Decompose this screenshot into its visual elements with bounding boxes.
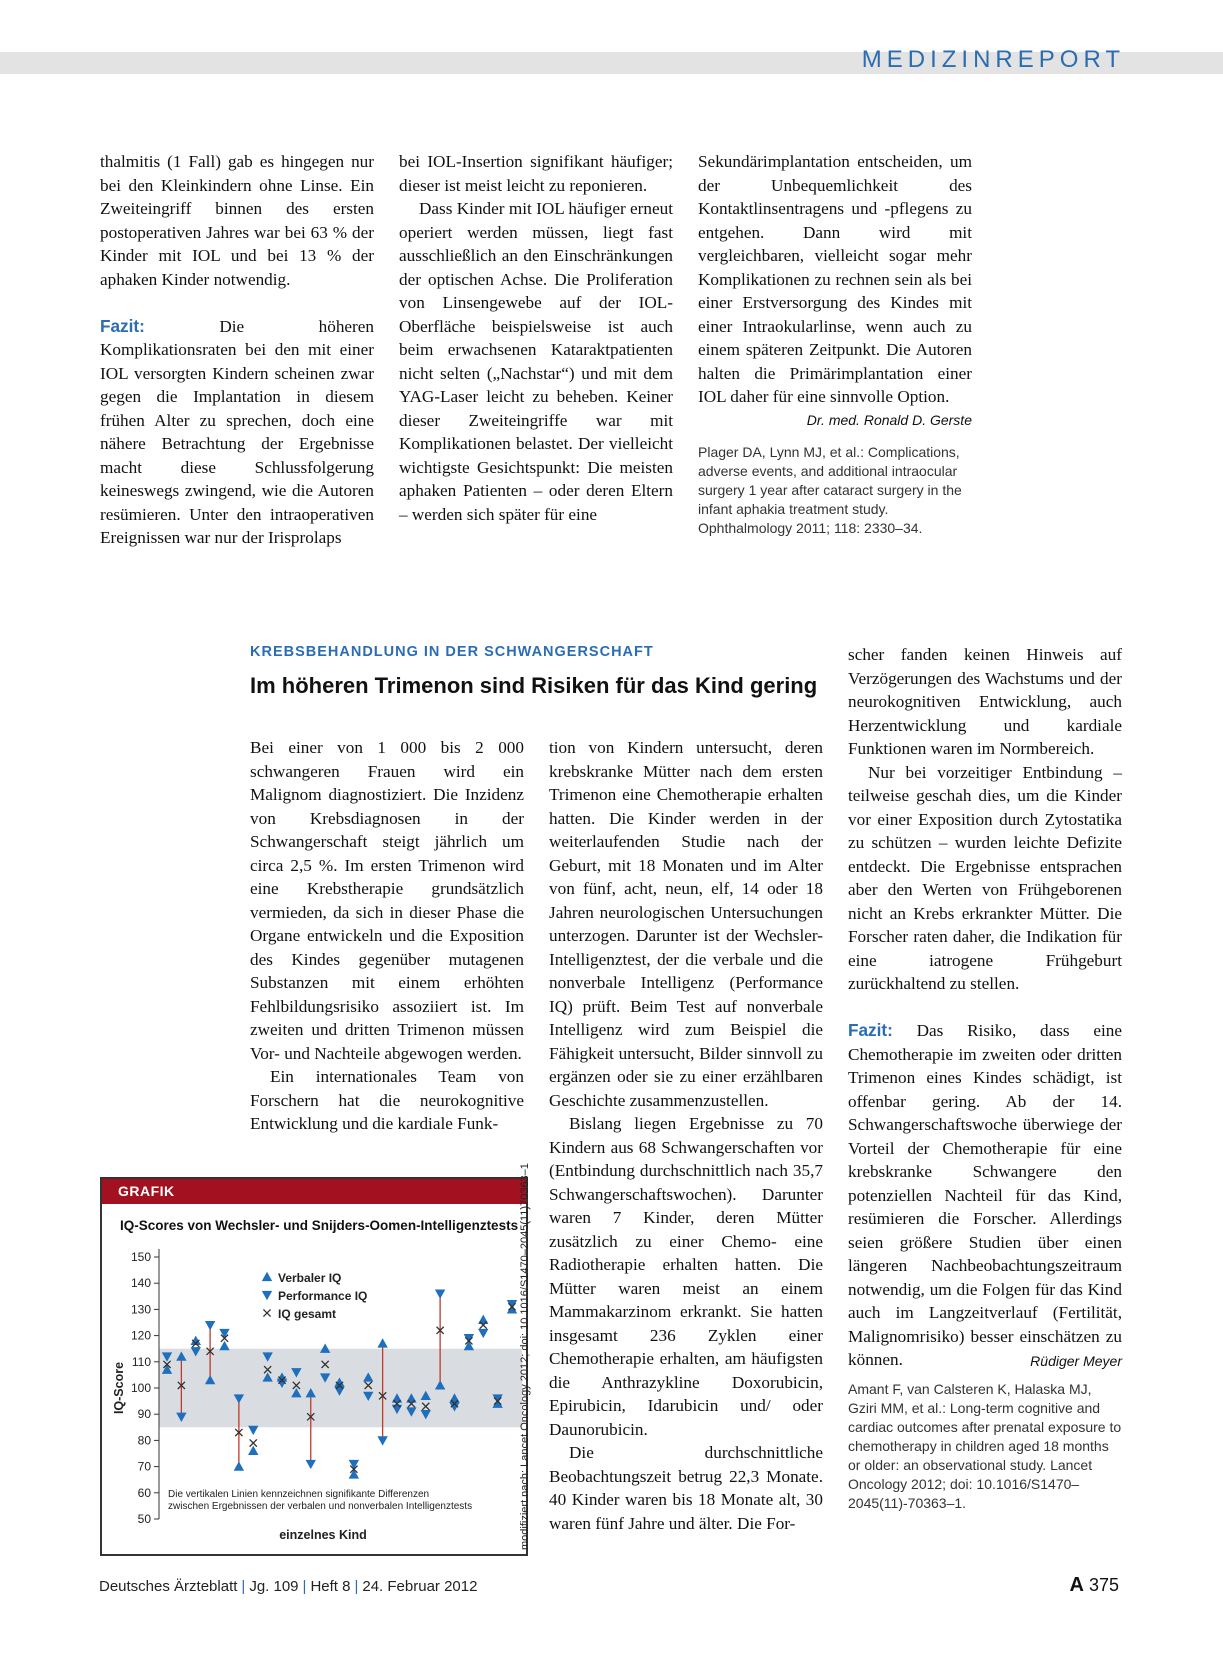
paragraph: Dass Kinder mit IOL häufiger erneut operiert werden müssen, liegt fast ausschließlich an den Einschränkungen der optischen Achse. Die Proliferation von Linsengewebe auf der IOL-Oberfläche beispielsweise ist auch beim erwachsenen Kataraktpatienten nicht selten („Nachstar“) und mit dem YAG-Laser leicht zu beheben. Keiner dieser Zweiteingriffe war mit Komplikationen belastet. Der vielleicht wichtigste Gesichtspunkt: Die meisten aphaken Patienten – oder deren Eltern – werden sich später für eine xyxy=(399,199,673,524)
y-tick-label: 50 xyxy=(137,1512,151,1526)
footer-journal: Deutsches Ärzteblatt xyxy=(99,1578,238,1595)
fazit-text: Die höheren Komplikationsraten bei den mit einer IOL versorgten Kindern scheinen zwar gegen die Implantation in diesem frühen Alter zu sprechen, doch eine nähere Betrachtung der Ergebnisse macht diese Schlussfolgerung keineswegs zwingend, wie die Autoren resümieren. Unter den intraoperativen Ereignissen war nur der Irisprolaps xyxy=(100,316,374,547)
chart-figure xyxy=(100,1177,528,1556)
paragraph: Bei einer von 1 000 bis 2 000 schwangeren Frauen wird ein Malignom diagnostiziert. Die Inzidenz von Krebsdiagnosen in der Schwangerschaft steigt jährlich um circa 2,5 %. Im ersten Trimenon wird eine Krebstherapie grundsätzlich vermieden, da sich in dieser Phase die Organe entwickeln und die Exposition des Kindes gegenüber mutagenen Substanzen mit einem erhöhten Fehlbildungsrisiko assoziiert ist. Im zweiten und dritten Trimenon müssen Vor- und Nachteile abgewogen werden. xyxy=(250,738,524,1063)
performance-iq-point xyxy=(349,1460,359,1469)
paragraph: Bislang liegen Ergebnisse zu 70 Kindern aus 68 Schwangerschaften vor (Entbindung durchschnittlich nach 35,7 Schwangerschaftswochen). Darunter waren 7 Kinder, deren Mütter zusätzlich zu einer Chemo- eine Radiotherapie erhalten hatten. Die Mütter waren meist an einem Mammakarzinom erkrankt. Sie hatten insgesamt 236 Zyklen einer Chemotherapie erhalten, am häufigsten die Anthrazykline Doxorubicin, Epirubicin, Idarubicin und/ oder Daunorubicin. xyxy=(549,1114,823,1439)
chart-svg xyxy=(102,1179,526,1554)
article2-column-3 xyxy=(848,643,1122,1513)
performance-iq-point xyxy=(248,1426,258,1435)
author: Dr. med. Ronald D. Gerste xyxy=(806,411,972,428)
paragraph: scher fanden keinen Hinweis auf Verzögerungen des Wachstums und der neurokognitiven Entwicklung, auch Herzentwicklung und kardiale Funktionen waren im Normbereich. xyxy=(848,645,1122,758)
fazit-label: Fazit: xyxy=(100,315,145,336)
y-axis-label: IQ-Score xyxy=(112,1361,126,1415)
legend-marker-verbal xyxy=(262,1272,272,1281)
y-tick-label: 130 xyxy=(130,1302,151,1317)
y-tick-label: 110 xyxy=(131,1354,151,1369)
article2-column-2 xyxy=(549,736,823,1535)
chart-title: IQ-Scores von Wechsler- und Snijders-Oomen-Intelligenztests xyxy=(120,1218,519,1233)
fazit-paragraph xyxy=(848,1019,1122,1372)
y-tick-label: 60 xyxy=(137,1485,151,1500)
page-number-value: 375 xyxy=(1088,1575,1119,1595)
verbal-iq-point xyxy=(248,1446,258,1455)
y-tick-label: 140 xyxy=(130,1276,151,1291)
performance-iq-point xyxy=(306,1460,316,1469)
verbal-iq-point xyxy=(234,1461,244,1470)
legend-label-verbal: Verbaler IQ xyxy=(278,1271,342,1285)
article1-column-1 xyxy=(100,150,374,550)
y-tick-label: 100 xyxy=(130,1381,151,1395)
performance-iq-point xyxy=(435,1290,445,1299)
performance-iq-point xyxy=(377,1436,387,1445)
paragraph: Ein internationales Team von Forschern hat die neurokognitive Entwicklung und die kardiale Funk- xyxy=(250,1067,524,1133)
legend-label-performance: Performance IQ xyxy=(278,1289,368,1303)
verbal-iq-point xyxy=(349,1469,359,1478)
verbal-iq-point xyxy=(320,1344,330,1353)
paragraph: Nur bei vorzeitiger Entbindung – teilweise geschah dies, um die Kinder vor einer Exposition durch Zytostatika zu schützen – wurden leichte Defizite entdeckt. Die Ergebnisse entsprachen aber den Werten von Frühgeborenen nicht an Krebs erkrankter Mütter. Die Forscher raten daher, die Indikation für eine iatrogene Frühgeburt zurückhaltend zu stellen. xyxy=(848,762,1122,993)
paragraph: Sekundärimplantation entscheiden, um der Unbequemlichkeit des Kontaktlinsentragens und -pflegens zu entgehen. Dann wird mit vergleichbaren, vielleicht sogar mehr Komplikationen zu rechnen sein als bei einer Erstversorgung des Kindes mit einer Intraokularlinse, wenn auch zu einem späteren Zeitpunkt. Die Autoren halten die Primärimplantation einer IOL daher für eine sinnvolle Option. xyxy=(698,152,972,406)
performance-iq-point xyxy=(219,1329,229,1338)
y-tick-label: 70 xyxy=(137,1459,151,1474)
reference: Amant F, van Calsteren K, Halaska MJ, Gziri MM, et al.: Long-term cognitive and cardiac outcomes after prenatal exposure to chemotherapy in children aged 18 months or older: an observational study. Lancet Oncology 2012; doi: 10.1016/S1470–2045(11)-70363–1. xyxy=(848,1380,1122,1511)
reference: Plager DA, Lynn MJ, et al.: Complications, adverse events, and additional intraocular surgery 1 year after cataract surgery in the infant aphakia treatment study. Ophthalmology 2011; 118: 2330–34. xyxy=(698,443,962,536)
graphic-label: GRAFIK xyxy=(102,1179,526,1204)
performance-iq-point xyxy=(507,1300,517,1309)
total-iq-point xyxy=(250,1439,257,1446)
fazit-text: Das Risiko, dass eine Chemotherapie im zweiten oder dritten Trimenon eines Kindes schädigt, ist offenbar gering. Ab der 14. Schwangerschaftswoche überwiege der Vorteil der Chemotherapie für eine krebskranke Schwangere den potenziellen Nachteil für das Kind, resümieren die Forscher. Allerdings seien größere Studien über einen längeren Nachbeobachtungszeitraum notwendig, um die Folgen für das Kind auch im Langzeitverlauf (Fertilität, Malignomrisiko) besser einschätzen zu können. xyxy=(848,1021,1122,1369)
performance-iq-point xyxy=(478,1329,488,1338)
fazit-paragraph xyxy=(100,315,374,550)
y-tick-label: 90 xyxy=(137,1407,151,1422)
article2-headline: Im höheren Trimenon sind Risiken für das Kind gering xyxy=(250,673,818,698)
legend-marker-performance xyxy=(262,1291,272,1300)
page-number xyxy=(1069,1574,1119,1597)
page-prefix: A xyxy=(1069,1574,1084,1596)
performance-iq-point xyxy=(464,1334,474,1343)
paragraph: tion von Kindern untersucht, deren krebskranke Mütter nach dem ersten Trimenon eine Chemotherapie erhalten hatten. Die Kinder werden in der weiterlaufenden Studie nach der Geburt, mit 18 Monaten und im Alter von fünf, acht, neun, elf, 14 oder 18 Jahren neurologischen Untersuchungen unterzogen. Darunter ist der Wechsler-Intelligenztest, der die verbale und die nonverbale Intelligenz (Performance IQ) prüft. Beim Test auf nonverbale Intelligenz wird zum Beispiel die Fähigkeit untersucht, Bilder sinnvoll zu ergänzen oder sie zu einer erzählbaren Geschichte zusammenzustellen. xyxy=(549,738,823,1110)
y-tick-label: 150 xyxy=(130,1250,151,1264)
chart-credit: modifiziert nach: Lancet Oncology 2012; doi: 10.1016/S1470–2045(11)70363–1 xyxy=(519,1163,531,1550)
author: Rüdiger Meyer xyxy=(1030,1352,1122,1369)
fazit-label: Fazit: xyxy=(848,1020,893,1040)
footer: Deutsches Ärzteblatt | Jg. 109 | Heft 8 | 24. Februar 2012 xyxy=(99,1578,478,1595)
verbal-iq-point xyxy=(478,1315,488,1324)
verbal-iq-point xyxy=(377,1338,387,1347)
article2-kicker: KREBSBEHANDLUNG IN DER SCHWANGERSCHAFT xyxy=(250,644,654,660)
legend-marker-total xyxy=(263,1309,270,1316)
footer-date: 24. Februar 2012 xyxy=(362,1578,478,1595)
chart-note-line-2: zwischen Ergebnissen der verbalen und nonverbalen Intelligenztests xyxy=(168,1501,473,1512)
paragraph: bei IOL-Insertion signifikant häufiger; dieser ist meist leicht zu reponieren. xyxy=(399,152,673,195)
article2-column-1 xyxy=(250,736,524,1136)
paragraph: thalmitis (1 Fall) gab es hingegen nur bei den Kleinkindern ohne Linse. Ein Zweiteingriff binnen des ersten postoperativen Jahres war bei 63 % der Kinder mit IOL und bei 13 % der aphaken Kinder notwendig. xyxy=(100,152,374,289)
paragraph: Die durchschnittliche Beobachtungszeit betrug 22,3 Monate. 40 Kinder waren bis 18 Monate alt, 30 waren fünf Jahre und älter. Die For- xyxy=(549,1443,823,1533)
verbal-iq-point xyxy=(219,1341,229,1350)
footer-volume: Jg. 109 xyxy=(249,1578,299,1595)
legend-label-total: IQ gesamt xyxy=(278,1307,337,1321)
footer-issue: Heft 8 xyxy=(310,1578,351,1595)
y-tick-label: 80 xyxy=(137,1433,151,1448)
performance-iq-point xyxy=(205,1321,215,1330)
chart-note-line-1: Die vertikalen Linien kennzeichnen signifikante Differenzen xyxy=(168,1489,430,1500)
x-axis-label: einzelnes Kind xyxy=(279,1528,367,1542)
y-tick-label: 120 xyxy=(130,1328,151,1343)
section-title: MEDIZINREPORT xyxy=(861,46,1125,73)
article1-column-3 xyxy=(698,150,972,538)
article1-column-2 xyxy=(399,150,673,526)
